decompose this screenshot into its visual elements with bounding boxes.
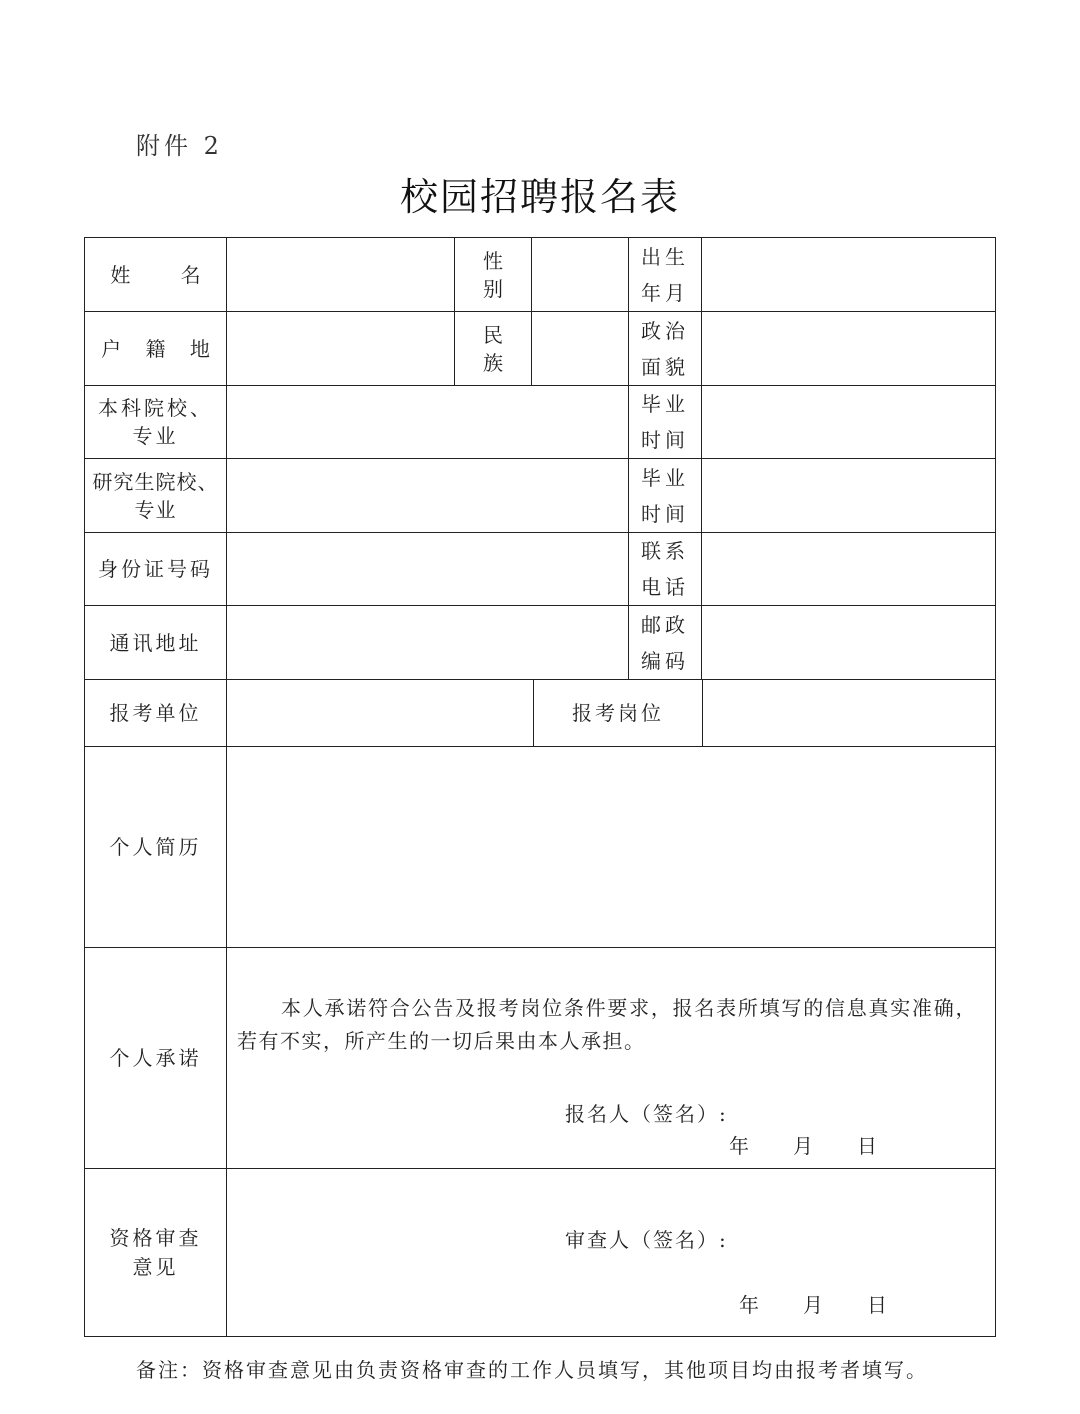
review-date-year: 年 bbox=[739, 1293, 759, 1317]
review-date bbox=[739, 1289, 887, 1318]
political-field[interactable] bbox=[702, 312, 995, 385]
id-number-label: 身份证号码 bbox=[98, 557, 213, 581]
footnote: 备注：资格审查意见由负责资格审查的工作人员填写，其他项目均由报考者填写。 bbox=[136, 1358, 928, 1382]
postgrad-time-line1: 毕业 bbox=[641, 465, 689, 490]
address-field[interactable] bbox=[227, 606, 628, 679]
postcode-label-line1: 邮政 bbox=[641, 612, 689, 637]
id-number-field[interactable] bbox=[227, 533, 628, 605]
postcode-field[interactable] bbox=[702, 606, 995, 679]
political-label-line2: 面貌 bbox=[641, 354, 689, 379]
postgrad-time-label bbox=[629, 459, 701, 532]
registration-form-table bbox=[84, 237, 996, 1337]
name-field[interactable] bbox=[227, 238, 454, 311]
applicant-date-month: 月 bbox=[793, 1134, 813, 1158]
form-title: 校园招聘报名表 bbox=[399, 175, 680, 219]
undergrad-label-line1: 本科院校、 bbox=[98, 396, 213, 420]
address-label: 通讯地址 bbox=[109, 630, 202, 655]
birth-label-line2: 年月 bbox=[641, 280, 689, 305]
phone-field[interactable] bbox=[702, 533, 995, 605]
review-date-day: 日 bbox=[867, 1293, 887, 1317]
undergrad-time-label bbox=[629, 386, 701, 458]
postgrad-label-line2: 专业 bbox=[134, 497, 177, 522]
postcode-label bbox=[629, 606, 701, 679]
hukou-label: 户 籍 地 bbox=[101, 336, 219, 361]
phone-label bbox=[629, 533, 701, 605]
postgrad-time-line2: 时间 bbox=[641, 501, 689, 526]
undergrad-time-field[interactable] bbox=[702, 386, 995, 458]
unit-label: 报考单位 bbox=[109, 701, 202, 725]
name-label: 姓 名 bbox=[110, 262, 223, 287]
phone-label-line1: 联系 bbox=[641, 539, 689, 563]
birth-label bbox=[629, 238, 701, 311]
pledge-label: 个人承诺 bbox=[109, 1046, 202, 1070]
hukou-field[interactable] bbox=[227, 312, 454, 385]
birth-field[interactable] bbox=[702, 238, 995, 311]
undergrad-label-line2: 专业 bbox=[132, 424, 179, 448]
postgrad-time-field[interactable] bbox=[702, 459, 995, 532]
postcode-label-line2: 编码 bbox=[641, 648, 689, 673]
review-label bbox=[85, 1169, 226, 1336]
postgrad-label bbox=[85, 459, 226, 532]
applicant-date-day: 日 bbox=[857, 1134, 877, 1158]
applicant-signature-label: 报名人（签名）: bbox=[565, 1102, 728, 1126]
unit-field[interactable] bbox=[227, 680, 533, 746]
applicant-date bbox=[729, 1130, 877, 1159]
gender-field[interactable] bbox=[532, 238, 628, 311]
ethnicity-label: 民 族 bbox=[483, 322, 512, 375]
postgrad-field[interactable] bbox=[227, 459, 628, 532]
political-label bbox=[629, 312, 701, 385]
applicant-signature-field[interactable] bbox=[725, 1090, 975, 1126]
phone-label-line2: 电话 bbox=[641, 575, 689, 599]
attachment-label: 附件 2 bbox=[136, 132, 223, 160]
undergrad-field[interactable] bbox=[227, 386, 628, 458]
postgrad-label-line1: 研究生院校、 bbox=[92, 469, 219, 494]
reviewer-signature-field[interactable] bbox=[725, 1216, 975, 1252]
post-label: 报考岗位 bbox=[572, 701, 664, 725]
ethnicity-field[interactable] bbox=[532, 312, 628, 385]
undergrad-time-line2: 时间 bbox=[641, 428, 689, 452]
applicant-date-year: 年 bbox=[729, 1134, 749, 1158]
political-label-line1: 政治 bbox=[641, 318, 689, 343]
resume-label: 个人简历 bbox=[109, 835, 202, 859]
review-date-month: 月 bbox=[803, 1293, 823, 1317]
pledge-text: 本人承诺符合公告及报考岗位条件要求，报名表所填写的信息真实准确，若有不实，所产生的一切后果由本人承担。 bbox=[237, 996, 977, 1053]
undergrad-time-line1: 毕业 bbox=[641, 392, 689, 416]
resume-field[interactable] bbox=[227, 747, 995, 947]
post-field[interactable] bbox=[703, 680, 995, 746]
reviewer-signature-label: 审查人（签名）: bbox=[565, 1228, 728, 1252]
birth-label-line1: 出生 bbox=[641, 244, 689, 269]
undergrad-label bbox=[85, 386, 226, 458]
review-label-line1: 资格审查 bbox=[109, 1225, 202, 1250]
review-label-line2: 意见 bbox=[132, 1254, 179, 1279]
gender-label: 性 别 bbox=[483, 248, 512, 301]
